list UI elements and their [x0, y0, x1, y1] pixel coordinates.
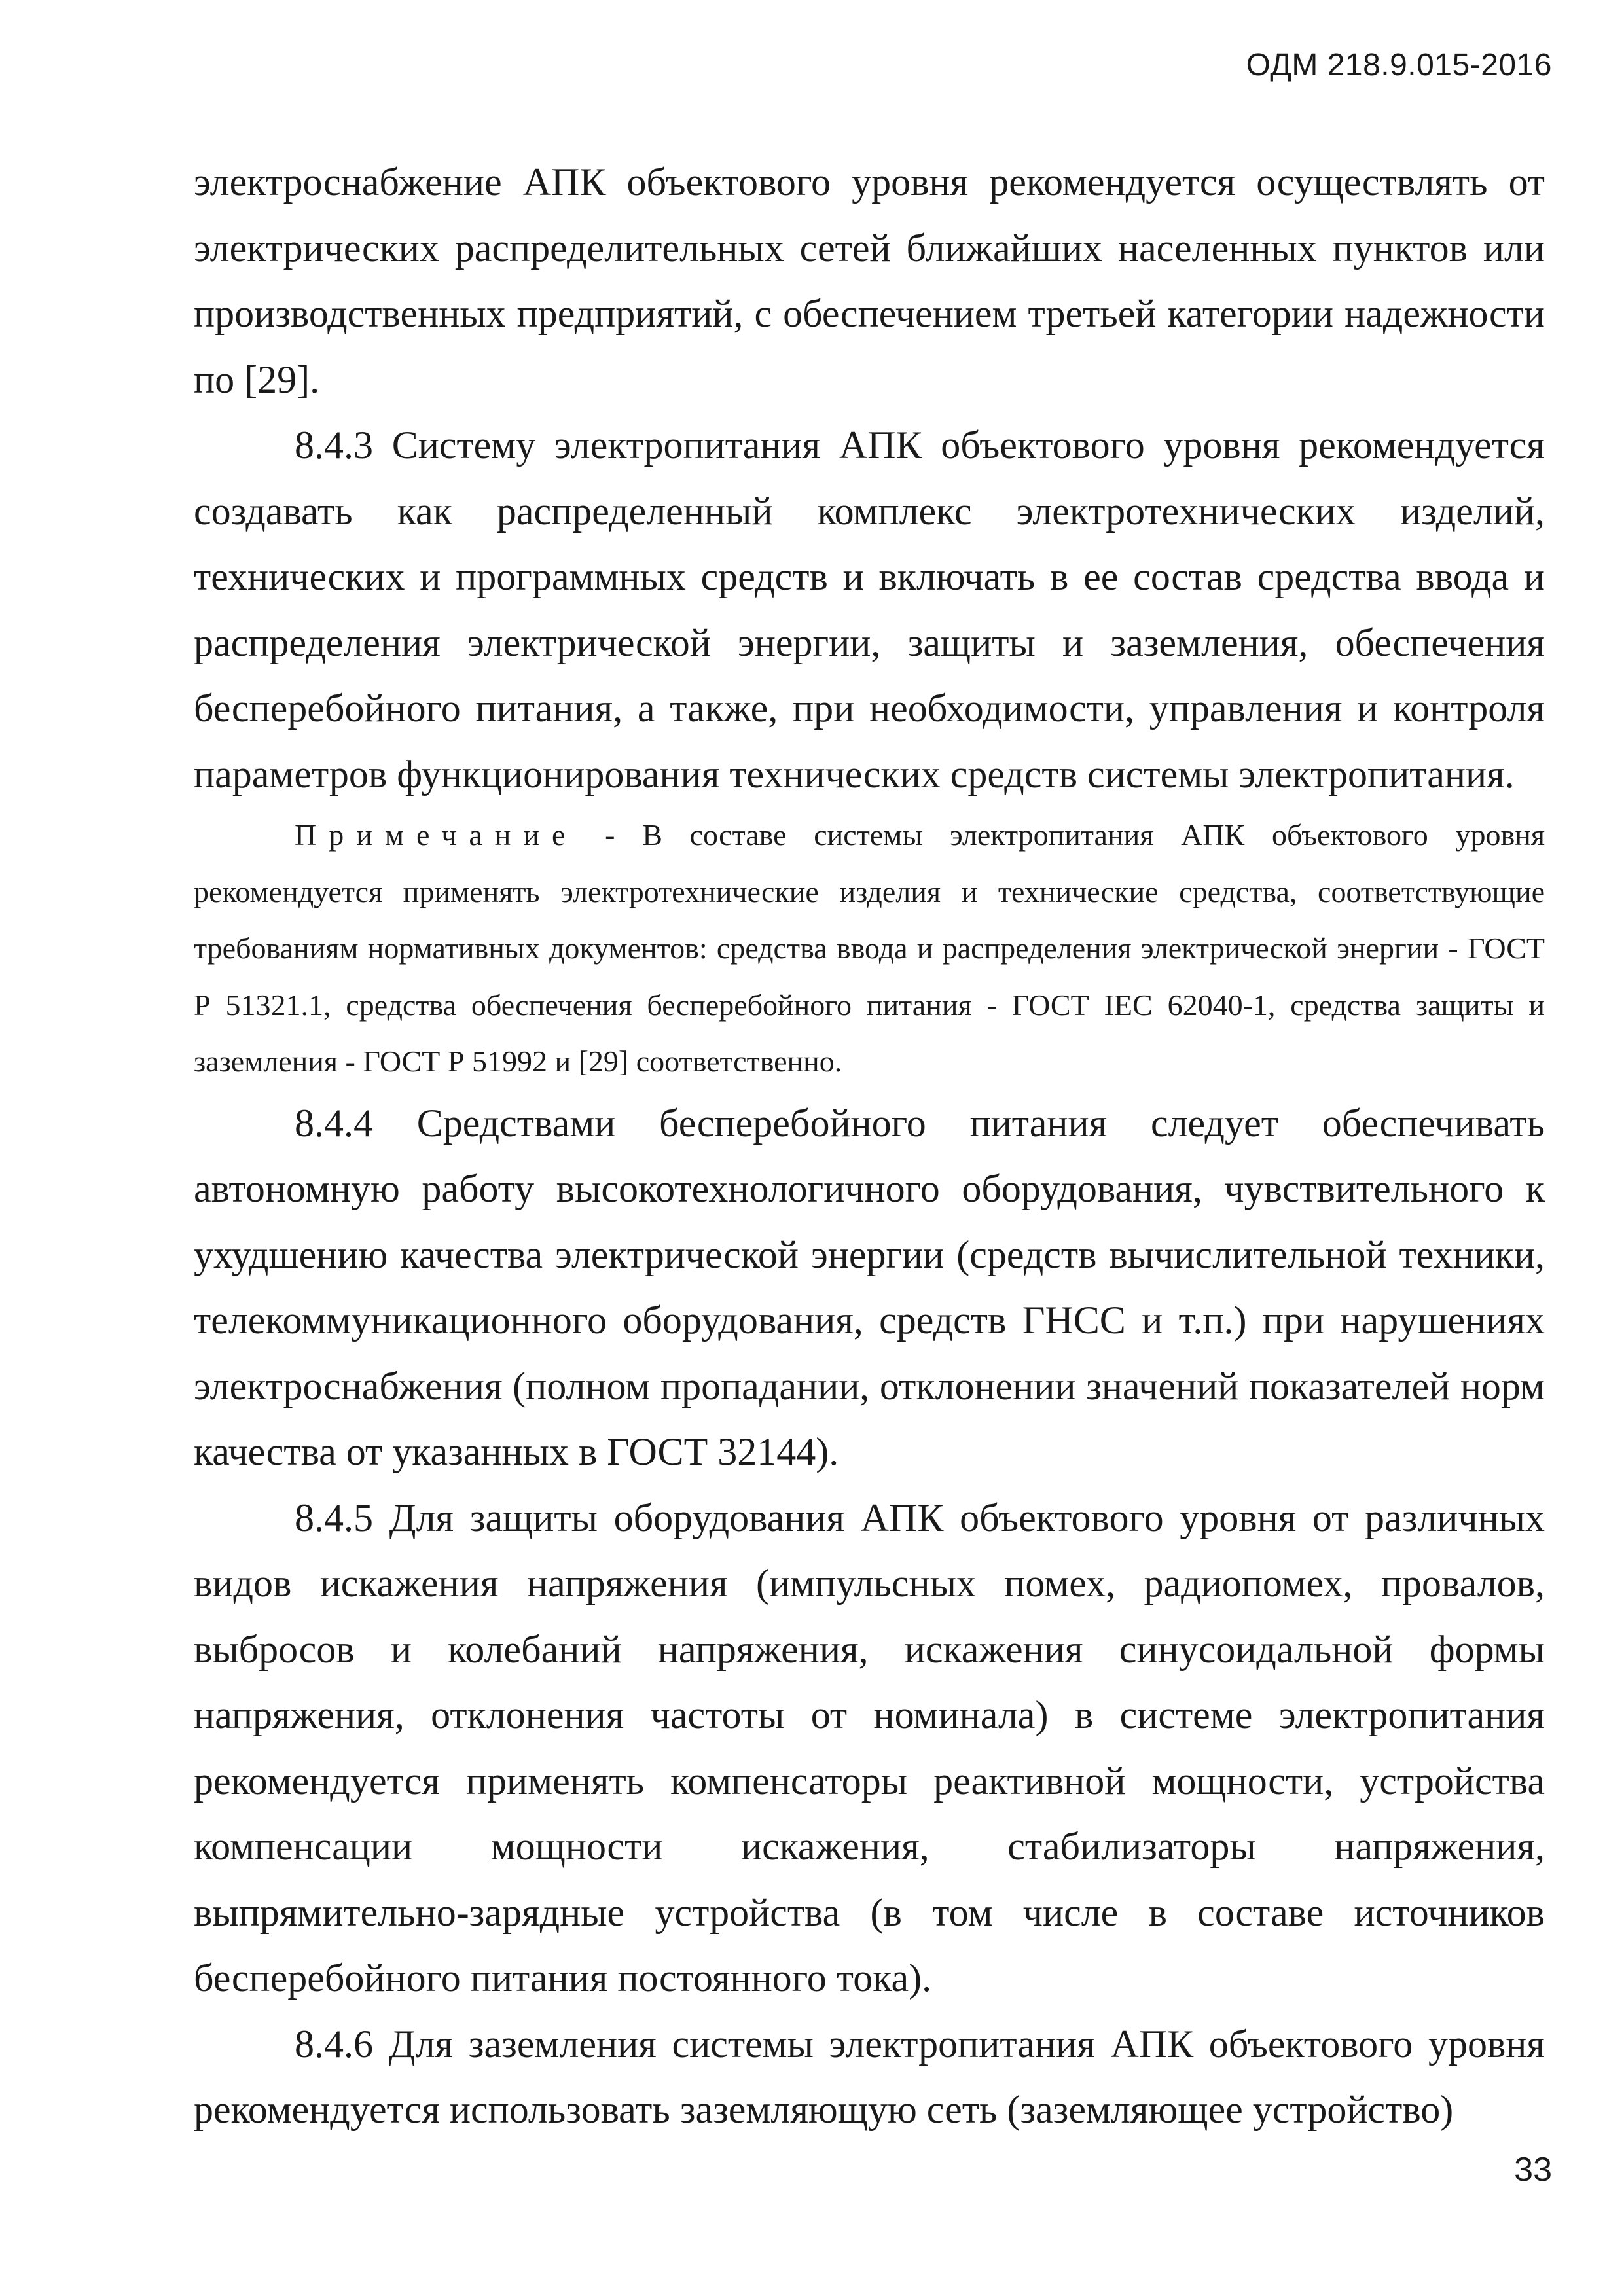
- paragraph-8-4-6: 8.4.6 Для заземления системы электропитания АПК объектового уровня рекомендуется использовать заземляющую сеть (заземляющее устройство): [194, 2022, 1545, 2131]
- page-number: 33: [1514, 2151, 1552, 2189]
- note-label: Примечание: [295, 818, 578, 852]
- page-body: [194, 149, 1545, 2143]
- paragraph-8-4-5: 8.4.5 Для защиты оборудования АПК объектового уровня от различных видов искажения напряжения (импульсных помех, радиопомех, провалов, выбросов и колебаний напряжения, искажения синусоидальной формы напряжения, отклонения частоты от номинала) в системе электропитания рекомендуется применять компенсаторы реактивной мощности, устройства компенсации мощности искажения, стабилизаторы напряжения, выпрямительно-зарядные устройства (в том числе в составе источников бесперебойного питания постоянного тока).: [194, 1496, 1545, 2000]
- paragraph-continuation: электроснабжение АПК объектового уровня рекомендуется осуществлять от электрических распределительных сетей ближайших населенных пунктов или производственных предприятий, с обеспечением третьей категории надежности по [29].: [194, 160, 1545, 401]
- note-text: - В составе системы электропитания АПК объектового уровня рекомендуется применять электротехнические изделия и технические средства, соответствующие требованиям нормативных документов: средства ввода и распределения электрической энергии - ГОСТ Р 51321.1, средства обеспечения бесперебойного питания - ГОСТ IEC 62040-1, средства защиты и заземления - ГОСТ Р 51992 и [29] соответственно.: [194, 818, 1545, 1078]
- note: [194, 807, 1545, 1090]
- paragraph-8-4-3: 8.4.3 Систему электропитания АПК объектового уровня рекомендуется создавать как распределенный комплекс электротехнических изделий, технических и программных средств и включать в ее состав средства ввода и распределения электрической энергии, защиты и заземления, обеспечения бесперебойного питания, а также, при необходимости, управления и контроля параметров функционирования технических средств системы электропитания.: [194, 423, 1545, 796]
- paragraph-8-4-4: 8.4.4 Средствами бесперебойного питания следует обеспечивать автономную работу высокотехнологичного оборудования, чувствительного к ухудшению качества электрической энергии (средств вычислительной техники, телекоммуникационного оборудования, средств ГНСС и т.п.) при нарушениях электроснабжения (полном пропадании, отклонении значений показателей норм качества от указанных в ГОСТ 32144).: [194, 1101, 1545, 1473]
- document-code: ОДМ 218.9.015-2016: [1246, 48, 1552, 82]
